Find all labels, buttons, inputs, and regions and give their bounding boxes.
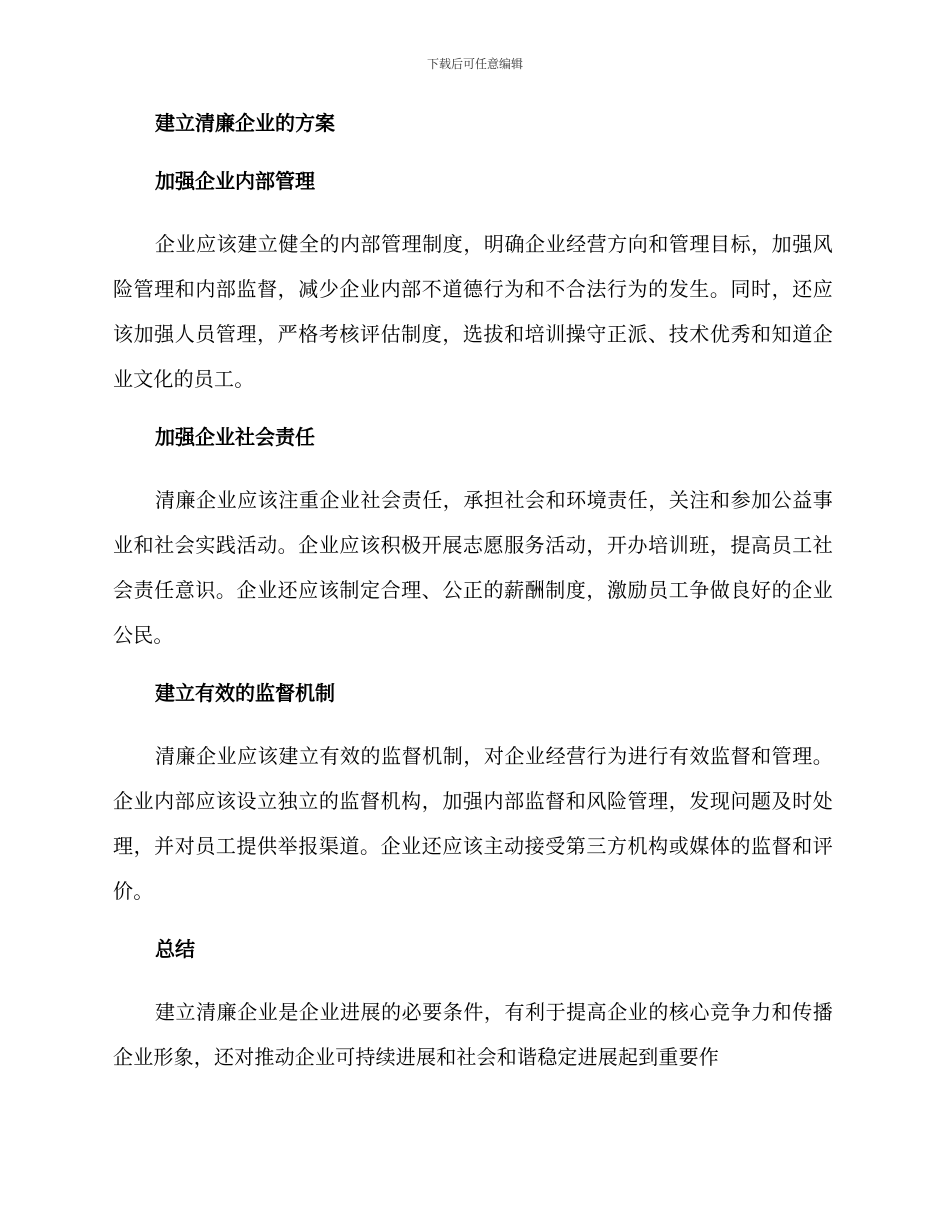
section-heading-supervision-mechanism: 建立有效的监督机制 [155, 681, 335, 705]
document-title: 建立清廉企业的方案 [155, 111, 335, 135]
header-note: 下载后可任意编辑 [426, 57, 523, 71]
document-body [113, 108, 833, 1100]
section-paragraph-summary: 建立清廉企业是企业进展的必要条件，有利于提高企业的核心竞争力和传播企业形象，还对推动企业可持续进展和社会和谐稳定进展起到重要作 [113, 1000, 833, 1069]
section-heading-social-responsibility: 加强企业社会责任 [155, 425, 315, 449]
section-heading-summary: 总结 [155, 937, 195, 961]
section-paragraph-internal-management: 企业应该建立健全的内部管理制度，明确企业经营方向和管理目标，加强风险管理和内部监督，减少企业内部不道德行为和不合法行为的发生。同时，还应该加强人员管理，严格考核评估制度，选拔和培训操守正派、技术优秀和知道企业文化的员工。 [113, 232, 833, 391]
section-paragraph-supervision-mechanism: 清廉企业应该建立有效的监督机制，对企业经营行为进行有效监督和管理。企业内部应该设立独立的监督机构，加强内部监督和风险管理，发现问题及时处理，并对员工提供举报渠道。企业还应该主动接受第三方机构或媒体的监督和评价。 [113, 744, 833, 903]
section-heading-internal-management: 加强企业内部管理 [155, 169, 315, 193]
section-paragraph-social-responsibility: 清廉企业应该注重企业社会责任，承担社会和环境责任，关注和参加公益事业和社会实践活动。企业应该积极开展志愿服务活动，开办培训班，提高员工社会责任意识。企业还应该制定合理、公正的薪酬制度，激励员工争做良好的企业公民。 [113, 488, 833, 647]
